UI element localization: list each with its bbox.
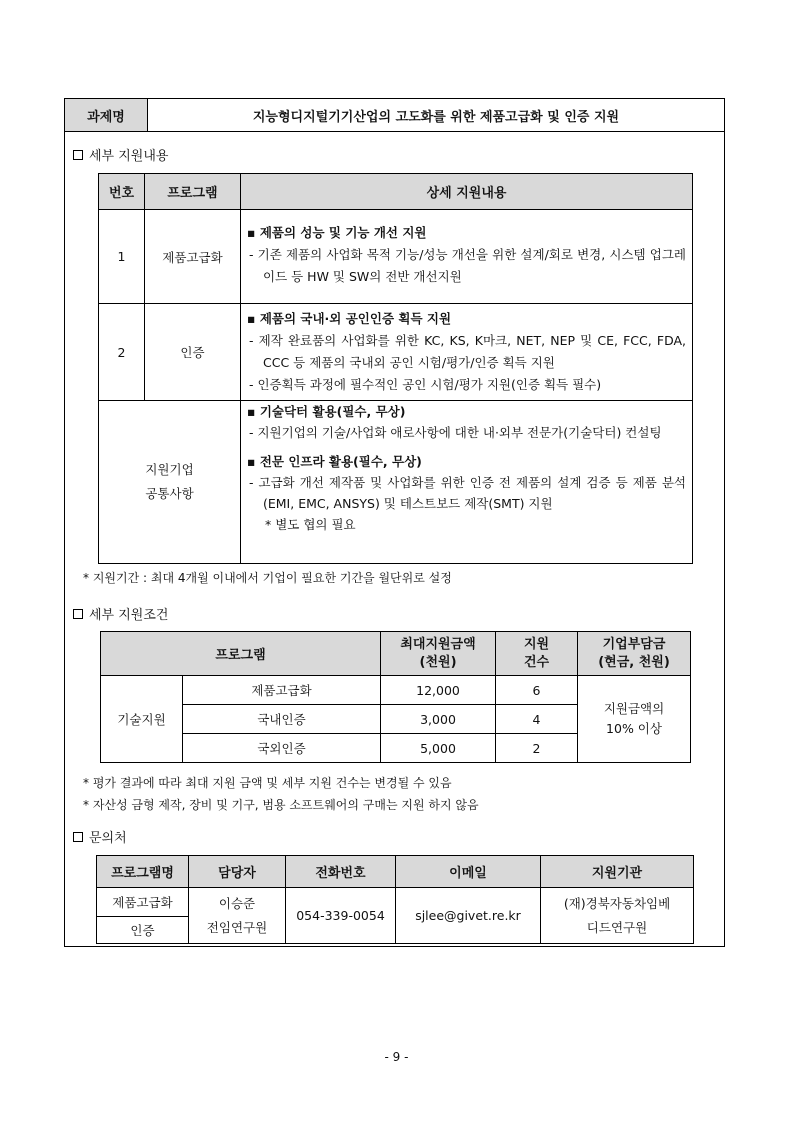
count: 6 [496, 676, 578, 705]
header-max-amount [381, 632, 496, 676]
common-detail [241, 401, 693, 564]
detail-item: - 지원기업의 기술/사업화 애로사항에 대한 내·외부 전문가(기술닥터) 컨설팅 [249, 425, 662, 440]
contact-person-name: 이승준 [218, 895, 256, 911]
document-frame [64, 98, 725, 947]
header-person: 담당자 [189, 856, 286, 888]
header-program: 프로그램 [145, 174, 241, 210]
contact-person [189, 888, 286, 944]
contact-email: sjlee@givet.re.kr [396, 888, 541, 944]
title-row [65, 99, 724, 132]
header-max-amount-line1: 최대지원금액 [400, 636, 476, 652]
table-row [99, 210, 693, 304]
row-detail [241, 304, 693, 401]
common-label-line1: 지원기업 [145, 462, 194, 477]
contact-org-line2: 디드연구원 [586, 919, 648, 935]
program-name: 제품고급화 [183, 676, 381, 705]
burden-line1: 지원금액의 [603, 701, 665, 716]
detail-item: - 제작 완료품의 사업화를 위한 KC, KS, K마크, NET, NEP 및 CE, FCC, FDA, CCC 등 제품의 국내외 공인 시험/평가/인증 획득 지원 [249, 333, 686, 370]
section-support-conditions [73, 604, 168, 623]
program-name: 국내인증 [183, 705, 381, 734]
detail-heading: ▪ 제품의 성능 및 기능 개선 지원 [247, 225, 427, 240]
count: 4 [496, 705, 578, 734]
table-row [101, 676, 691, 705]
detail-item: - 기존 제품의 사업화 목적 기능/성능 개선을 위한 설계/회로 변경, 시스템 업그레이드 등 HW 및 SW의 전반 개선지원 [249, 247, 686, 284]
contact-program: 제품고급화 [97, 888, 189, 917]
section-contact [73, 827, 127, 846]
conditions-note: * 평가 결과에 따라 최대 지원 금액 및 세부 지원 건수는 변경될 수 있음 [83, 776, 452, 790]
page-number: - 9 - [384, 1050, 409, 1064]
contact-org [541, 888, 694, 944]
header-max-amount-line2: (천원) [419, 654, 457, 670]
row-no: 2 [99, 304, 145, 401]
checkbox-square-icon [73, 832, 83, 842]
contact-phone: 054-339-0054 [286, 888, 396, 944]
header-email: 이메일 [396, 856, 541, 888]
support-conditions-table [100, 631, 691, 763]
group-label: 기술지원 [101, 676, 183, 763]
contact-person-title: 전임연구원 [206, 919, 268, 935]
detail-heading: ▪ 전문 인프라 활용(필수, 무상) [247, 454, 422, 469]
title-label: 과제명 [65, 99, 148, 131]
section-title: 세부 지원조건 [89, 608, 169, 623]
detail-heading: ▪ 제품의 국내·외 공인인증 획득 지원 [247, 311, 452, 326]
burden-value [578, 676, 691, 763]
support-period-note: * 지원기간 : 최대 4개월 이내에서 기업이 필요한 기간을 월단위로 설정 [83, 571, 452, 585]
header-program-name: 프로그램명 [97, 856, 189, 888]
program-name: 국외인증 [183, 734, 381, 763]
header-count-line1: 지원 [523, 636, 550, 652]
detail-footnote: * 별도 협의 필요 [265, 517, 356, 532]
common-label-line2: 공통사항 [145, 486, 194, 501]
contact-program: 인증 [97, 917, 189, 944]
page-title: 지능형디지털기기산업의 고도화를 위한 제품고급화 및 인증 지원 [252, 109, 620, 125]
section-title: 문의처 [89, 831, 127, 846]
contact-org-line1: (재)경북자동차임베 [563, 895, 671, 911]
support-details-table [98, 173, 693, 564]
row-program: 제품고급화 [145, 210, 241, 304]
row-no: 1 [99, 210, 145, 304]
row-detail [241, 210, 693, 304]
header-burden [578, 632, 691, 676]
max-amount: 3,000 [381, 705, 496, 734]
header-phone: 전화번호 [286, 856, 396, 888]
burden-line2: 10% 이상 [606, 721, 662, 736]
detail-heading: ▪ 기술닥터 활용(필수, 무상) [247, 404, 406, 419]
row-program: 인증 [145, 304, 241, 401]
header-count [496, 632, 578, 676]
conditions-note: * 자산성 금형 제작, 장비 및 기구, 범용 소프트웨어의 구매는 지원 하지 않음 [83, 798, 479, 812]
contact-table [96, 855, 694, 944]
section-support-details [73, 145, 168, 164]
max-amount: 5,000 [381, 734, 496, 763]
header-no: 번호 [99, 174, 145, 210]
count: 2 [496, 734, 578, 763]
common-label [99, 401, 241, 564]
table-row [99, 401, 693, 564]
header-burden-line2: (현금, 천원) [598, 654, 670, 670]
header-detail: 상세 지원내용 [241, 174, 693, 210]
header-burden-line1: 기업부담금 [602, 636, 666, 652]
table-row [99, 304, 693, 401]
section-title: 세부 지원내용 [89, 149, 169, 164]
header-org: 지원기관 [541, 856, 694, 888]
max-amount: 12,000 [381, 676, 496, 705]
checkbox-square-icon [73, 150, 83, 160]
detail-item: - 고급화 개선 제작품 및 사업화를 위한 인증 전 제품의 설계 검증 등 제품 분석(EMI, EMC, ANSYS) 및 테스트보드 제작(SMT) 지원 [249, 475, 686, 511]
detail-item: - 인증획득 과정에 필수적인 공인 시험/평가 지원(인증 획득 필수) [249, 377, 602, 392]
header-program: 프로그램 [101, 632, 381, 676]
header-count-line2: 건수 [523, 654, 550, 670]
checkbox-square-icon [73, 609, 83, 619]
table-row [97, 888, 694, 917]
